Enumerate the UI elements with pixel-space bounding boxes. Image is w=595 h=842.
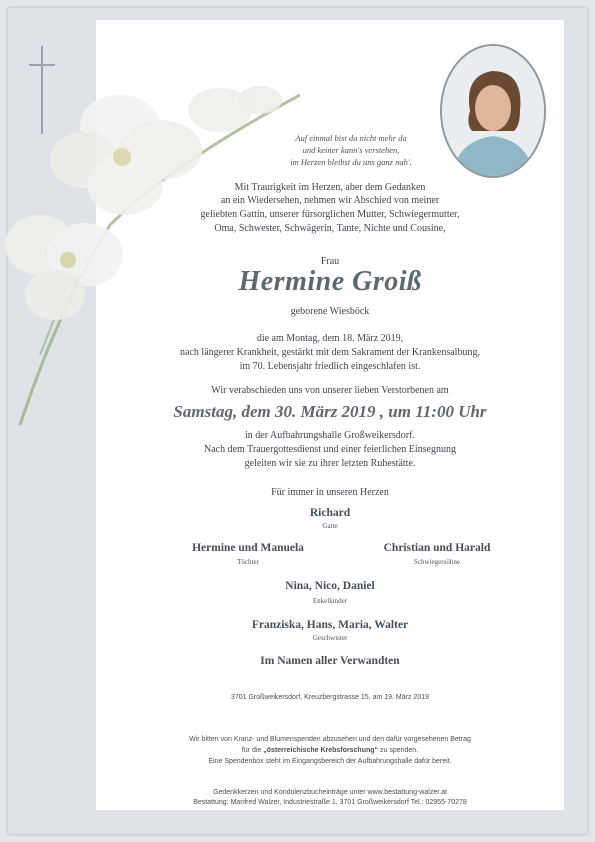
- mourner-siblings-relation: Geschwister: [312, 634, 348, 642]
- donation-line-1: Wir bitten von Kranz- und Blumenspenden abzusehen und den dafür vorgesehenen Betrag: [189, 736, 471, 743]
- mourner-grandchildren-name: Nina, Nico, Daniel: [285, 580, 375, 592]
- intro-line-2: an ein Wiedersehen, nehmen wir Abschied von meiner: [220, 195, 440, 206]
- salutation: Frau: [320, 256, 340, 267]
- location-line-3: geleiten wir sie zu ihrer letzten Ruhestätte.: [244, 458, 416, 469]
- intro-line-3: geliebten Gattin, unserer fürsorglichen Mutter, Schwiegermutter,: [200, 209, 460, 220]
- birth-name: geborene Wiesböck: [290, 306, 370, 317]
- death-line-2: nach längerer Krankheit, gestärkt mit dem Sakrament der Krankensalbung,: [180, 347, 480, 358]
- mourner-siblings-name: Franziska, Hans, Maria, Walter: [251, 619, 409, 631]
- footer-line-2: Bestattung: Manfred Walzer, Industriestraße 1, 3701 Großweikersdorf Tel.: 02955-70278: [193, 799, 467, 806]
- mourner-spouse-name: Richard: [309, 507, 351, 519]
- mourner-sons-in-law-name: Christian und Harald: [383, 542, 491, 554]
- forever-text: Für immer in unseren Herzen: [271, 487, 389, 498]
- address-date: 3701 Großweikersdorf, Kreuzbergstrasse 15, am 19. März 2019: [230, 694, 430, 701]
- verse-line-1: Auf einmal bist du nicht mehr da: [295, 133, 407, 143]
- verse-line-2: und keiner kann's verstehen,: [302, 145, 400, 155]
- farewell-text: Wir verabschieden uns von unserer lieben Verstorbenen am: [211, 385, 449, 396]
- donation-charity: „österreichische Krebsforschung“: [263, 747, 379, 754]
- mourner-grandchildren-relation: Enkelkinder: [312, 597, 348, 605]
- orchid-illustration: [0, 55, 300, 435]
- mourner-daughters-relation: Töchter: [237, 558, 259, 566]
- mourner-daughters-name: Hermine und Manuela: [192, 542, 304, 554]
- death-line-1: die am Montag, dem 18. März 2019,: [256, 333, 404, 344]
- location-line-2: Nach dem Trauergottesdienst und einer feierlichen Einsegnung: [204, 444, 456, 455]
- death-line-3: im 70. Lebensjahr friedlich eingeschlafen ist.: [239, 361, 421, 372]
- deceased-name: Hermine Groiß: [238, 266, 422, 297]
- intro-line-1: Mit Traurigkeit im Herzen, aber dem Gedanken: [234, 182, 426, 193]
- donation-line-2: für die „österreichische Krebsforschung“ zu spenden.: [241, 747, 419, 754]
- verse-line-3: im Herzen bleibst du uns ganz nah'.: [290, 157, 412, 167]
- portrait-photo: [440, 44, 546, 178]
- location-line-1: in der Aufbahrungshalle Großweikersdorf.: [245, 430, 415, 441]
- intro-line-4: Oma, Schwester, Schwägerin, Tante, Nichte und Cousine,: [214, 223, 446, 234]
- relatives-line: Im Namen aller Verwandten: [260, 655, 400, 667]
- footer-line-1: Gedenkkerzen und Kondolenzbucheinträge unter www.bestattung-walzer.at: [213, 789, 447, 796]
- mourner-sons-in-law-relation: Schwiegersöhne: [414, 558, 460, 566]
- funeral-date: Samstag, dem 30. März 2019 , um 11:00 Uhr: [173, 402, 487, 421]
- donation-line-3: Eine Spendenbox steht im Eingangsbereich der Aufbahrungshalle dafür bereit.: [208, 758, 452, 765]
- mourner-spouse-relation: Gatte: [322, 522, 338, 530]
